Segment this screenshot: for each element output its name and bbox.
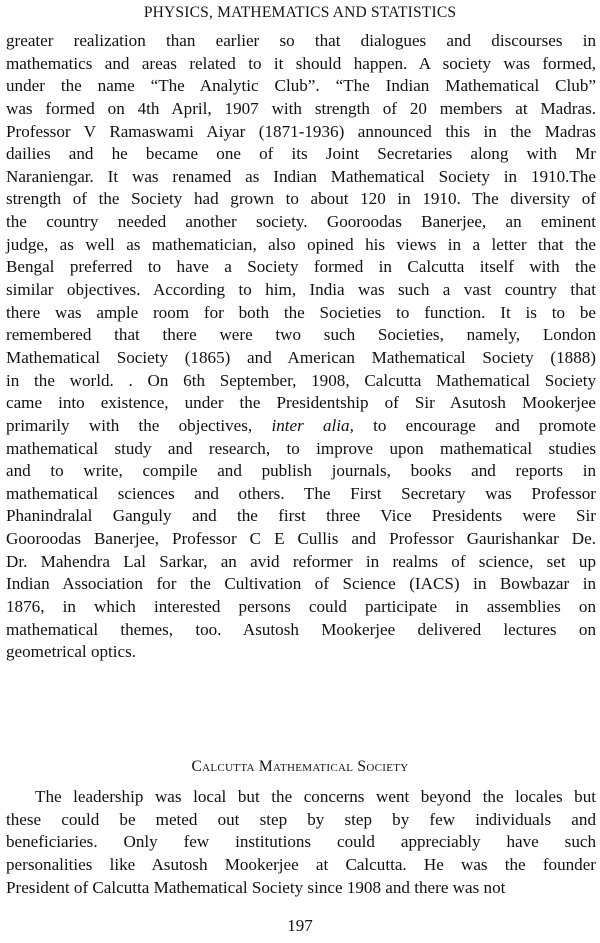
text-line: Dr. Mahendra Lal Sarkar, an avid reformer in realms of science, set up (6, 551, 596, 571)
text-line: was formed on 4th April, 1907 with strength of 20 members at Madras. (6, 98, 596, 118)
text-line: Gooroodas Banerjee, Professor C E Cullis and Professor Gaurishankar De. (6, 529, 596, 549)
text-line: dailies and he became one of its Joint Secretaries along with Mr (6, 144, 596, 164)
text-run: to encourage and promote (353, 415, 597, 435)
text-line: there was ample room for both the Societies to function. It is to be (6, 302, 596, 322)
body-paragraph-2 (6, 786, 596, 899)
text-line: mathematical themes, too. Asutosh Mookerjee delivered lectures on (6, 619, 596, 639)
text-line: in the world. . On 6th September, 1908, Calcutta Mathematical Society (6, 370, 596, 390)
page-number: 197 (287, 916, 313, 935)
text-line: greater realization than earlier so that dialogues and discourses in (6, 31, 596, 50)
text-line: remembered that there were two such Societies, namely, London (6, 325, 596, 345)
text-line: personalities like Asutosh Mookerjee at Calcutta. He was the founder (6, 854, 596, 874)
text-line: Bengal preferred to have a Society formed in Calcutta itself with the (6, 257, 596, 277)
running-head: PHYSICS, MATHEMATICS AND STATISTICS (143, 4, 457, 21)
text-line: these could be meted out step by step by few individuals and (6, 809, 596, 829)
body-paragraph-1 (6, 30, 596, 664)
text-line: mathematics and areas related to it should happen. A society was formed, (6, 53, 596, 73)
text-line (6, 415, 596, 438)
text-line: strength of the Society had grown to about 120 in 1910. The diversity of (6, 189, 596, 209)
text-line: geometrical optics. (6, 642, 137, 662)
text-line: Mathematical Society (1865) and American Mathematical Society (1888) (6, 347, 596, 367)
text-run: primarily with the objectives, (6, 415, 253, 435)
text-line: beneficiaries. Only few institutions could appreciably have such (6, 832, 596, 852)
text-line: Naraniengar. It was renamed as Indian Mathematical Society in 1910.The (6, 166, 596, 186)
text-line: Indian Association for the Cultivation of Science (IACS) in Bowbazar in (6, 574, 596, 594)
text-line: mathematical sciences and others. The First Secretary was Professor (6, 483, 596, 503)
italic-phrase: inter alia, (271, 415, 354, 435)
text-line: 1876, in which interested persons could participate in assemblies on (6, 597, 596, 617)
text-line: The leadership was local but the concerns went beyond the locales but (35, 787, 596, 806)
text-line: Phanindralal Ganguly and the first three Vice Presidents were Sir (6, 506, 596, 526)
text-line: under the name “The Analytic Club”. “The Indian Mathematical Club” (6, 76, 596, 96)
text-line: the country needed another society. Gooroodas Banerjee, an eminent (6, 212, 596, 232)
text-line: judge, as well as mathematician, also opined his views in a letter that the (6, 234, 596, 254)
text-line: similar objectives. According to him, India was such a vast country that (6, 280, 596, 300)
text-line: came into existence, under the Presidentship of Sir Asutosh Mookerjee (6, 393, 596, 413)
section-heading: Calcutta Mathematical Society (191, 758, 409, 775)
text-line: and to write, compile and publish journals, books and reports in (6, 461, 596, 481)
text-line: mathematical study and research, to improve upon mathematical studies (6, 438, 596, 458)
text-line: Professor V Ramaswami Aiyar (1871-1936) announced this in the Madras (6, 121, 596, 141)
text-line: President of Calcutta Mathematical Society since 1908 and there was not (6, 877, 506, 897)
